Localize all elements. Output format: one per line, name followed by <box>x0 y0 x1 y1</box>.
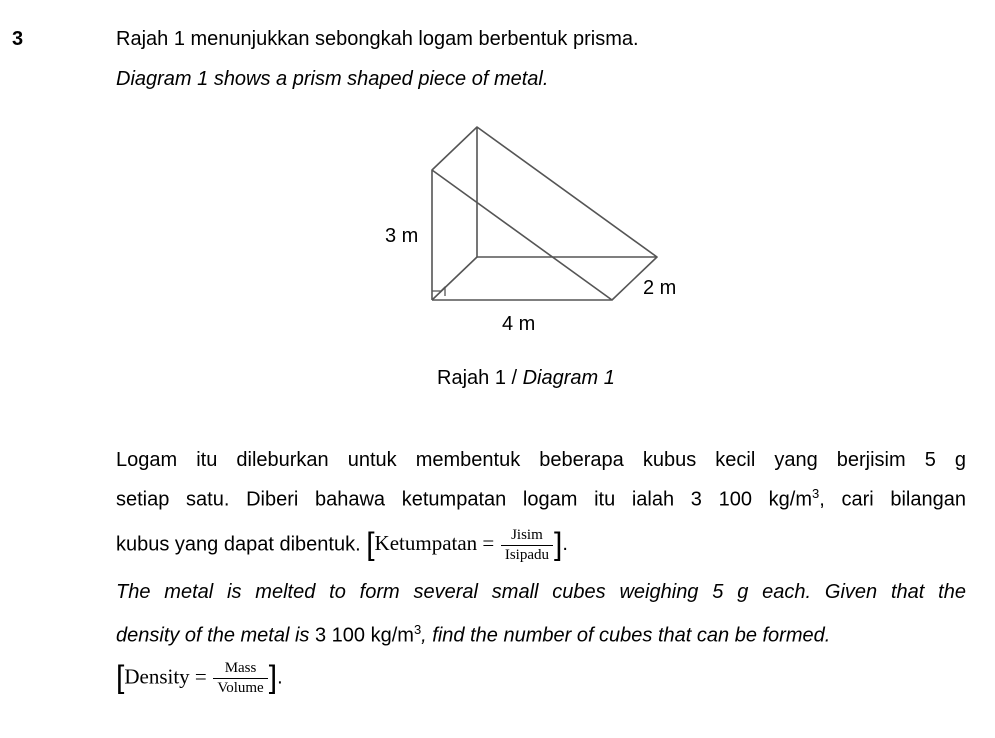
malay-paragraph-line-3: kubus yang dapat dibentuk. [Ketumpatan = $\frac{\text{Jisim}}{\text{Isipadu}}$ ]. <box>116 527 568 563</box>
english-fraction: $\frac{\text{Mass}}{\text{Volume}}$ <box>213 660 267 696</box>
english-paragraph-line-1: The metal is melted to form several small cubes weighing 5 g each. Given that the <box>116 581 966 603</box>
prism-edge-bottom-left <box>432 257 477 300</box>
english-formula: [Density = $\frac{\text{Mass}}{\text{Volume}}$ ]. <box>116 660 283 696</box>
prism-back-face <box>477 127 657 257</box>
intro-english: Diagram 1 shows a prism shaped piece of metal. <box>116 68 549 90</box>
figure-caption: Rajah 1 / Diagram 1 <box>437 367 615 389</box>
english-paragraph-line-2: density of the metal is 3 100 $kg/m^3$, find the number of cubes that can be formed. <box>116 622 831 647</box>
malay-paragraph-line-1: Logam itu dileburkan untuk membentuk beberapa kubus kecil yang berjisim 5 g <box>116 449 966 471</box>
prism-edge-top <box>432 127 477 170</box>
intro-malay: Rajah 1 menunjukkan sebongkah logam berbentuk prisma. <box>116 28 639 50</box>
malay-formula: [Ketumpatan = $\frac{\text{Jisim}}{\text{Isipadu}}$ ]. <box>366 527 568 563</box>
malay-fraction: $\frac{\text{Jisim}}{\text{Isipadu}}$ <box>501 527 553 563</box>
length-label: 4 m <box>502 313 536 335</box>
prism-front-face <box>432 170 612 300</box>
question-number: 3 <box>12 28 24 50</box>
height-label: 3 m <box>385 225 419 247</box>
malay-paragraph-line-2: setiap satu. Diberi bahawa ketumpatan logam itu ialah 3 100 $kg/m^3$, cari bilangan <box>116 486 966 511</box>
depth-label: 2 m <box>643 277 677 299</box>
